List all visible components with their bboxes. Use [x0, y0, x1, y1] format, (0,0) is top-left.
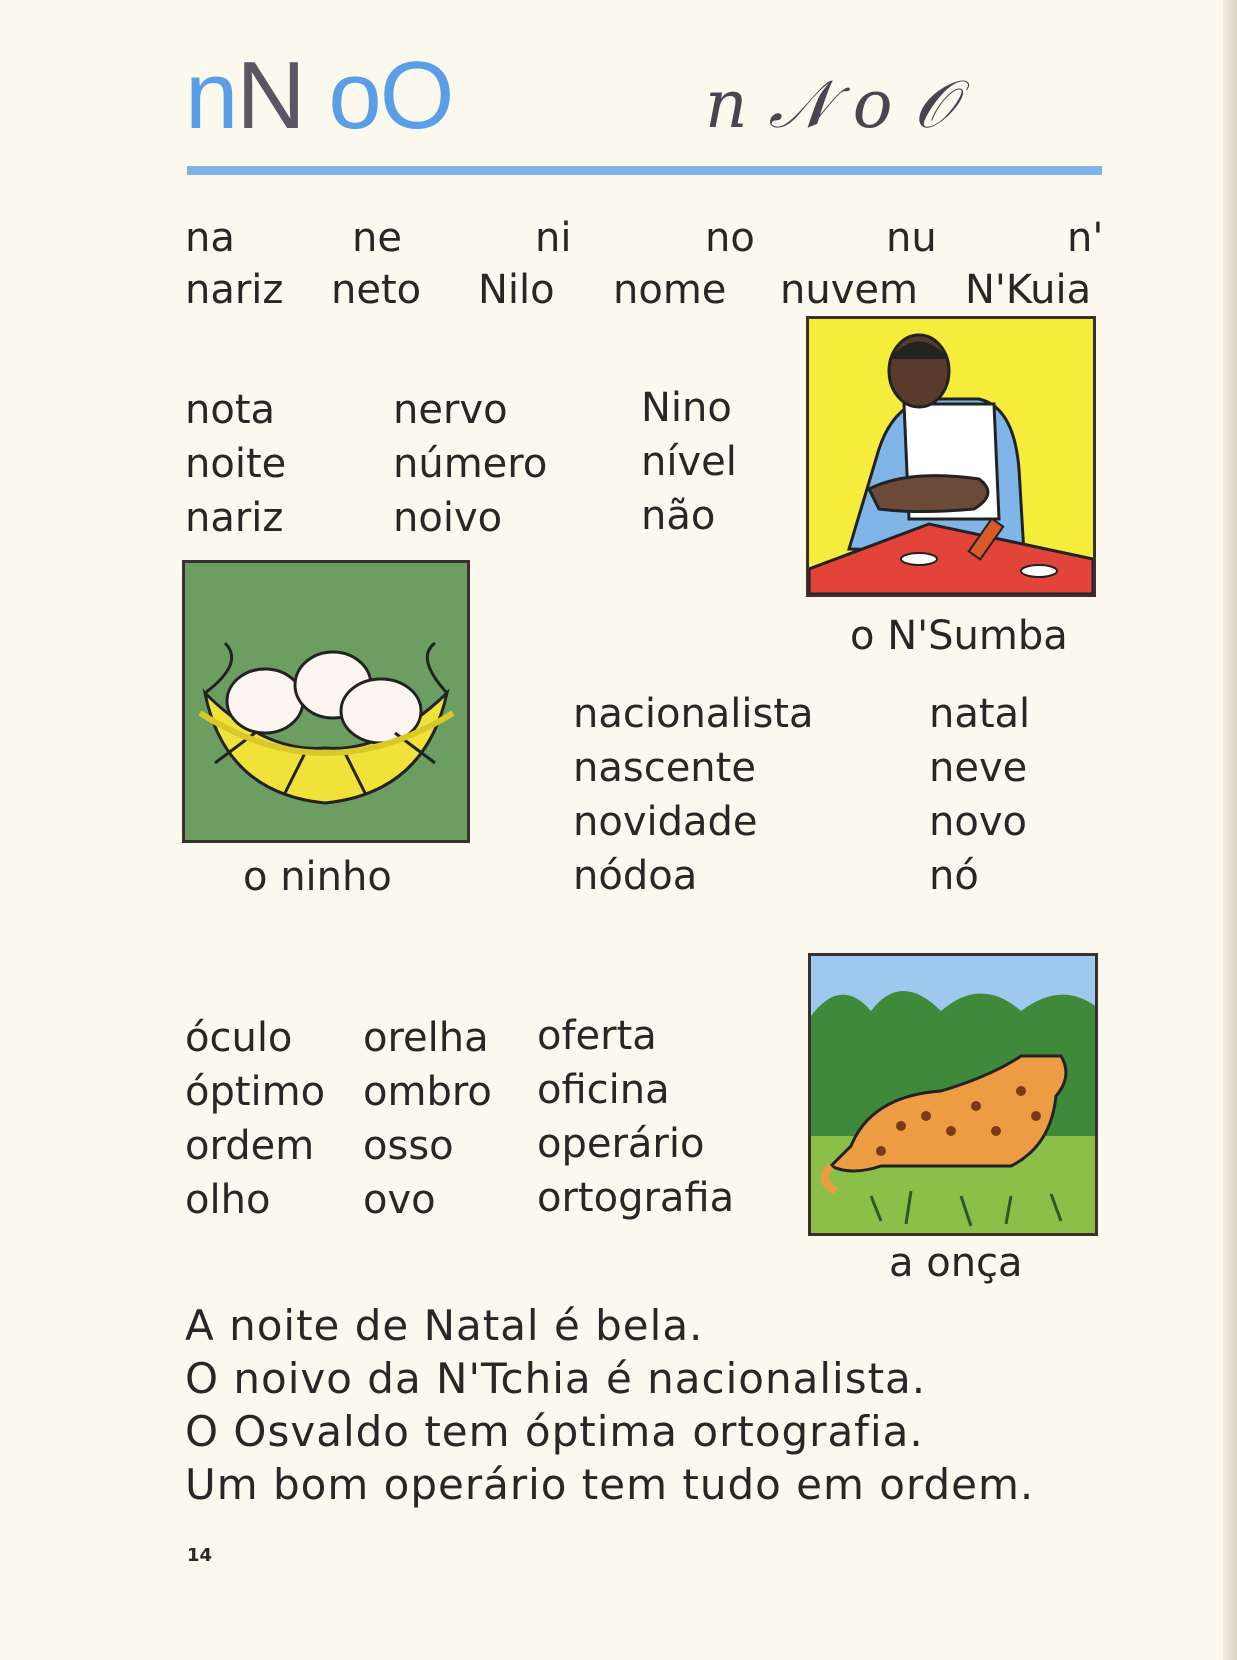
sentence: O noivo da N'Tchia é nacionalista.: [185, 1354, 927, 1403]
nest-figure: [185, 563, 467, 840]
word: nariz: [185, 495, 284, 541]
caption-nsumba: o N'Sumba: [850, 613, 1068, 659]
word: nódoa: [573, 853, 698, 899]
title-rule: [187, 166, 1102, 175]
syllable-word: nome: [613, 267, 727, 313]
word: novo: [929, 799, 1027, 845]
jaguar-figure: [811, 956, 1095, 1233]
word: natal: [929, 691, 1031, 737]
word: óculo: [185, 1015, 293, 1061]
syllable-word: Nilo: [478, 267, 555, 313]
word: nível: [641, 439, 737, 485]
word: osso: [363, 1123, 454, 1169]
nsumba-illustration: [806, 316, 1096, 597]
syllable-word: nuvem: [780, 267, 918, 313]
word: ombro: [363, 1069, 492, 1115]
word: óptimo: [185, 1069, 326, 1115]
word: ovo: [363, 1177, 436, 1223]
syllable-word: nariz: [185, 267, 284, 313]
caption-ninho: o ninho: [243, 854, 392, 900]
letter-o-upper: O: [379, 42, 453, 149]
word: nó: [929, 853, 979, 899]
syllable: na: [185, 215, 235, 261]
syllable: n': [1067, 215, 1104, 261]
page-edge: [1223, 0, 1237, 1660]
jaguar-illustration: [808, 953, 1098, 1236]
letter-n-upper: N: [236, 42, 304, 149]
word: orelha: [363, 1015, 489, 1061]
word: noivo: [393, 495, 503, 541]
word: novidade: [573, 799, 758, 845]
page-title-script-letters: n 𝒩 o 𝒪: [705, 66, 955, 143]
syllable-word: N'Kuia: [965, 267, 1092, 313]
sentence: O Osvaldo tem óptima ortografia.: [185, 1407, 924, 1456]
page-title-print-letters: [185, 42, 453, 149]
letter-n-lower: n: [185, 42, 237, 149]
syllable-word: neto: [331, 267, 422, 313]
sentence: Um bom operário tem tudo em ordem.: [185, 1460, 1035, 1509]
word: ortografia: [537, 1175, 735, 1221]
syllable: nu: [886, 215, 937, 261]
word: nascente: [573, 745, 756, 791]
word: operário: [537, 1121, 705, 1167]
word: nervo: [393, 387, 508, 433]
word: olho: [185, 1177, 271, 1223]
sentence: A noite de Natal é bela.: [185, 1301, 704, 1350]
word: noite: [185, 441, 287, 487]
letter-o-lower: o: [328, 42, 380, 149]
syllable: ne: [352, 215, 402, 261]
word: nota: [185, 387, 276, 433]
syllable: no: [705, 215, 755, 261]
word: nacionalista: [573, 691, 814, 737]
syllable: ni: [535, 215, 572, 261]
carpenter-figure: [809, 319, 1093, 594]
word: oficina: [537, 1067, 670, 1113]
word: ordem: [185, 1123, 315, 1169]
page-number: 14: [187, 1545, 213, 1566]
word: oferta: [537, 1013, 657, 1059]
word: não: [641, 493, 716, 539]
word: neve: [929, 745, 1028, 791]
word: Nino: [641, 385, 732, 431]
word: número: [393, 441, 548, 487]
caption-onca: a onça: [889, 1240, 1023, 1286]
nest-illustration: [182, 560, 470, 843]
